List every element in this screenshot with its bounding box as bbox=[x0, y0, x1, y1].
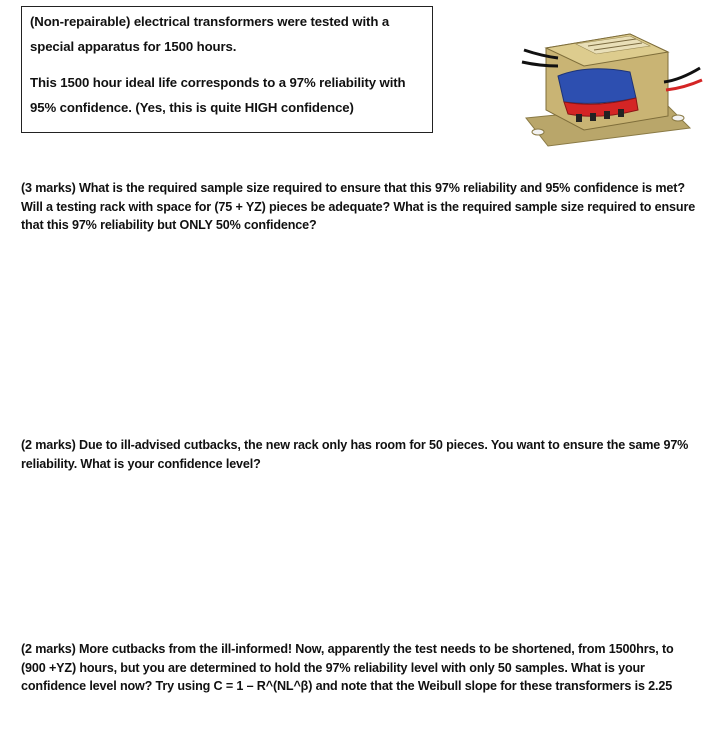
question-1: (3 marks) What is the required sample size required to ensure that this 97% reliability and 95% confidence is met? Will a testing rack with space for (75 + YZ) pieces be adequate? What is the required sample size required to ensure that this 97% reliability but ONLY 50% confidence? bbox=[21, 181, 696, 232]
transformer-illustration bbox=[518, 6, 703, 166]
transformer-photo bbox=[518, 6, 703, 166]
mount-hole-right bbox=[672, 115, 684, 121]
intro-box bbox=[21, 6, 433, 133]
question-3: (2 marks) More cutbacks from the ill-informed! Now, apparently the test needs to be shortened, from 1500hrs, to (900 +YZ) hours, but you are determined to hold the 97% reliability level with only 50 samples. What is your confidence level now? Try using C = 1 – R^(NL^β) and note that the Weibull slope for these transformers is 2.25 bbox=[21, 642, 674, 693]
mount-hole-left bbox=[532, 129, 544, 135]
black-wire-3 bbox=[664, 68, 700, 82]
question-2: (2 marks) Due to ill-advised cutbacks, the new rack only has room for 50 pieces. You want to ensure the same 97% reliability. What is your confidence level? bbox=[21, 438, 689, 471]
intro-paragraph-2: This 1500 hour ideal life corresponds to a 97% reliability with 95% confidence. (Yes, this is quite HIGH confidence) bbox=[30, 75, 406, 115]
blue-coil bbox=[558, 69, 636, 104]
intro-paragraph-1: (Non-repairable) electrical transformers were tested with a special apparatus for 1500 hours. bbox=[30, 14, 390, 54]
